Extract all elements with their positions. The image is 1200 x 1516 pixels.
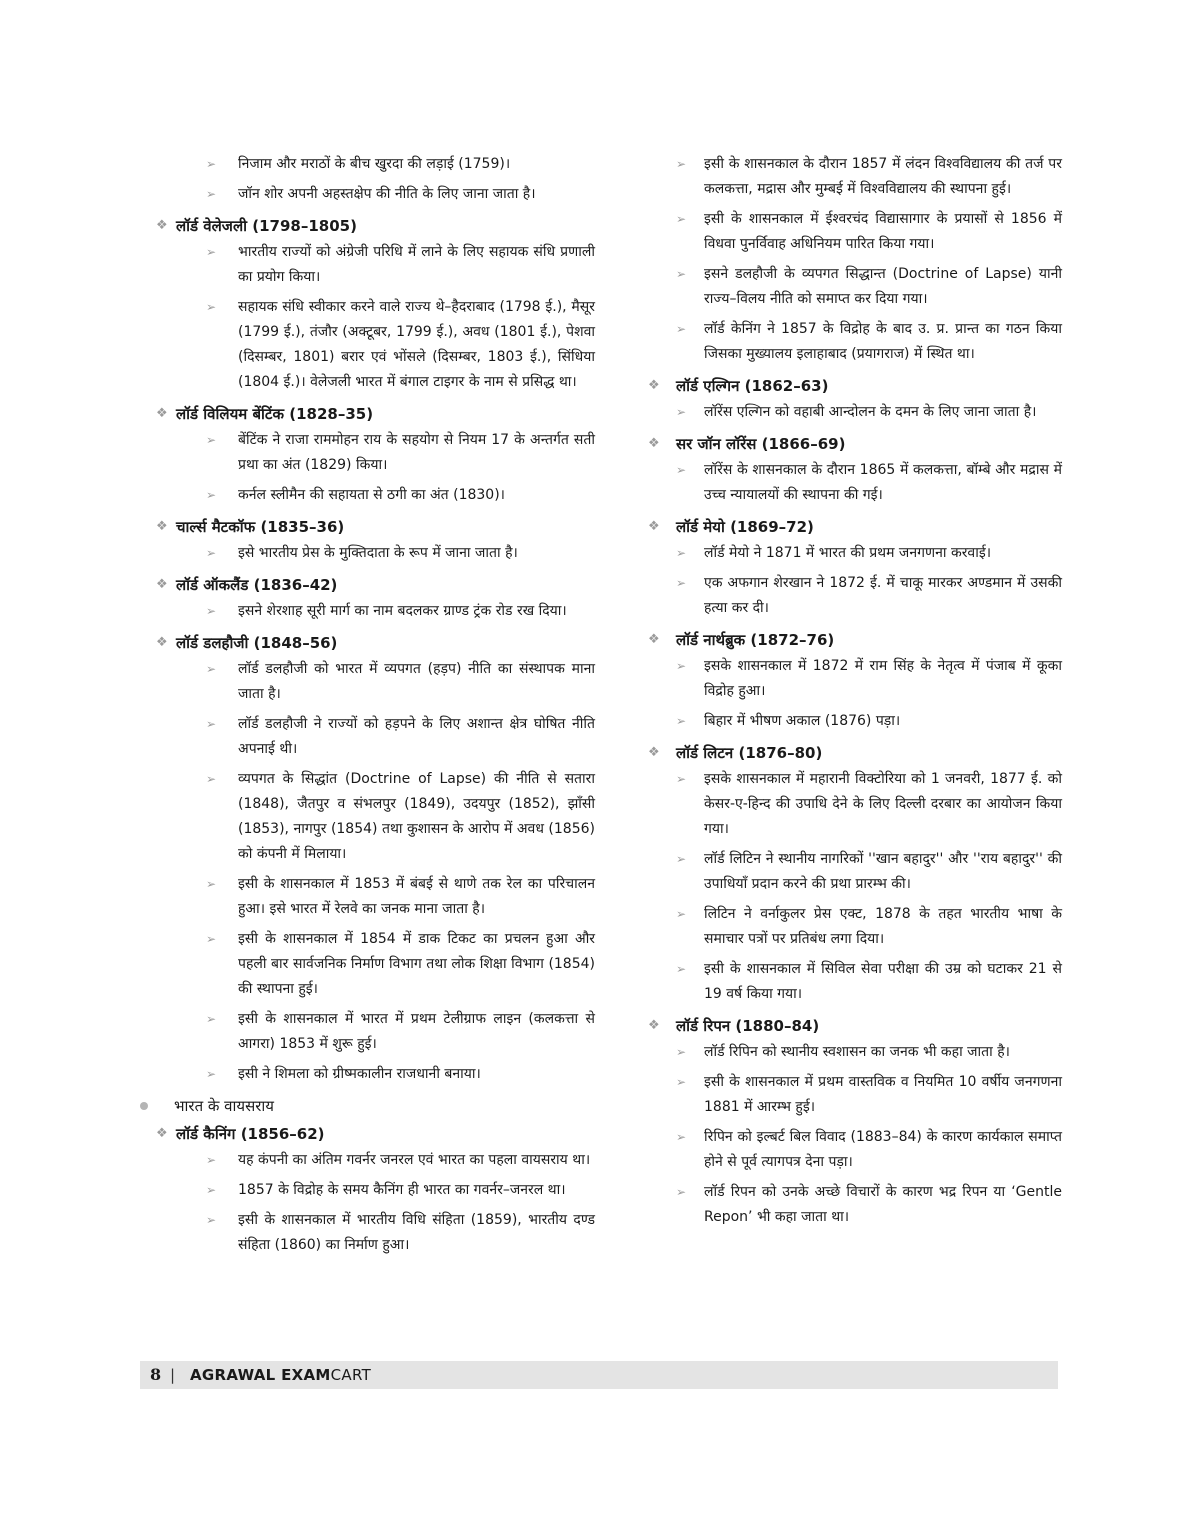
diamond-bullet-icon: ❖ [648,632,660,647]
bullet-item: ➢ इसी के शासनकाल के दौरान 1857 में लंदन विश्वविद्यालय की तर्ज पर कलकत्ता, मद्रास और मुम्बई में विश्वविद्यालय की स्थापना हुई। [642,152,1062,202]
arrow-bullet-icon: ➢ [206,932,217,946]
arrow-bullet-icon: ➢ [676,322,687,336]
section-title: ❖ सर जॉन लॉरेंस (1866–69) [642,430,1062,458]
bullet-item: ➢ निजाम और मराठों के बीच खुरदा की लड़ाई (1759)। [140,152,595,177]
bullet-item: ➢ व्यपगत के सिद्धांत (Doctrine of Lapse) की नीति से सतारा (1848), जैतपुर व संभलपुर (1849), उदयपुर (1852), झाँसी (1853), नागपुर (1854) तथा कुशासन के आरोप में अवध (1856) को कंपनी में मिलाया। [140,767,595,867]
arrow-bullet-icon: ➢ [206,187,217,201]
bullet-item: ➢ लिटिन ने वर्नाकुलर प्रेस एक्ट, 1878 के तहत भारतीय भाषा के समाचार पत्रों पर प्रतिबंध लगा दिया। [642,902,1062,952]
page-number: 8 [150,1365,162,1384]
arrow-bullet-icon: ➢ [206,488,217,502]
diamond-bullet-icon: ❖ [648,519,660,534]
arrow-bullet-icon: ➢ [676,852,687,866]
arrow-bullet-icon: ➢ [676,1075,687,1089]
section-title: ❖ लॉर्ड विलियम बेंटिंक (1828–35) [140,400,595,428]
left-column [140,152,595,1263]
arrow-bullet-icon: ➢ [206,1213,217,1227]
arrow-bullet-icon: ➢ [206,1183,217,1197]
bullet-item: ➢ इसी के शासनकाल में भारत में प्रथम टेलीग्राफ लाइन (कलकत्ता से आगरा) 1853 में शुरू हुई। [140,1007,595,1057]
bullet-item: ➢ इसी के शासनकाल में भारतीय विधि संहिता (1859), भारतीय दण्ड संहिता (1860) का निर्माण हुआ। [140,1208,595,1258]
arrow-bullet-icon: ➢ [676,1045,687,1059]
bullet-item: ➢ जॉन शोर अपनी अहस्तक्षेप की नीति के लिए जाना जाता है। [140,182,595,207]
bullet-item: ➢ एक अफगान शेरखान ने 1872 ई. में चाकू मारकर अण्डमान में उसकी हत्या कर दी। [642,571,1062,621]
diamond-bullet-icon: ❖ [156,218,168,233]
arrow-bullet-icon: ➢ [676,463,687,477]
arrow-bullet-icon: ➢ [206,717,217,731]
diamond-bullet-icon: ❖ [156,519,168,534]
arrow-bullet-icon: ➢ [206,604,217,618]
section-title: ❖ लॉर्ड एल्गिन (1862–63) [642,372,1062,400]
arrow-bullet-icon: ➢ [206,546,217,560]
bullet-item: ➢ इसके शासनकाल में 1872 में राम सिंह के नेतृत्व में पंजाब में कूका विद्रोह हुआ। [642,654,1062,704]
arrow-bullet-icon: ➢ [676,546,687,560]
arrow-bullet-icon: ➢ [676,772,687,786]
arrow-bullet-icon: ➢ [676,576,687,590]
bullet-item: ➢ बेंटिंक ने राजा राममोहन राय के सहयोग से नियम 17 के अन्तर्गत सती प्रथा का अंत (1829) किया। [140,428,595,478]
arrow-bullet-icon: ➢ [676,659,687,673]
arrow-bullet-icon: ➢ [676,157,687,171]
bullet-item: ➢ लॉरेंस एल्गिन को वहाबी आन्दोलन के दमन के लिए जाना जाता है। [642,400,1062,425]
bullet-item: ➢ कर्नल स्लीमैन की सहायता से ठगी का अंत (1830)। [140,483,595,508]
section-title: ❖ लॉर्ड वेलेजली (1798–1805) [140,212,595,240]
bullet-item: ➢ इसके शासनकाल में महारानी विक्टोरिया को 1 जनवरी, 1877 ई. को केसर-ए-हिन्द की उपाधि देने के लिए दिल्ली दरबार का आयोजन किया गया। [642,767,1062,842]
arrow-bullet-icon: ➢ [676,962,687,976]
arrow-bullet-icon: ➢ [206,877,217,891]
arrow-bullet-icon: ➢ [206,1153,217,1167]
diamond-bullet-icon: ❖ [156,635,168,650]
bullet-item: ➢ 1857 के विद्रोह के समय कैनिंग ही भारत का गवर्नर–जनरल था। [140,1178,595,1203]
bullet-item: ➢ लॉरेंस के शासनकाल के दौरान 1865 में कलकत्ता, बॉम्बे और मद्रास में उच्च न्यायालयों की स्थापना की गई। [642,458,1062,508]
bullet-item: ➢ इसी ने शिमला को ग्रीष्मकालीन राजधानी बनाया। [140,1062,595,1087]
arrow-bullet-icon: ➢ [676,1185,687,1199]
section-title: ❖ लॉर्ड लिटन (1876–80) [642,739,1062,767]
arrow-bullet-icon: ➢ [206,772,217,786]
bullet-item: ➢ इसे भारतीय प्रेस के मुक्तिदाता के रूप में जाना जाता है। [140,541,595,566]
arrow-bullet-icon: ➢ [676,405,687,419]
footer-separator: | [170,1366,176,1384]
diamond-bullet-icon: ❖ [648,1018,660,1033]
bullet-item: ➢ लॉर्ड मेयो ने 1871 में भारत की प्रथम जनगणना करवाई। [642,541,1062,566]
bullet-item: ➢ इसी के शासनकाल में 1853 में बंबई से थाणे तक रेल का परिचालन हुआ। इसे भारत में रेलवे का जनक माना जाता है। [140,872,595,922]
bullet-item: ➢ रिपिन को इल्बर्ट बिल विवाद (1883–84) के कारण कार्यकाल समाप्त होने से पूर्व त्यागपत्र देना पड़ा। [642,1125,1062,1175]
diamond-bullet-icon: ❖ [648,378,660,393]
bullet-item: ➢ लॉर्ड रिपन को उनके अच्छे विचारों के कारण भद्र रिपन या ‘Gentle Repon’ भी कहा जाता था। [642,1180,1062,1230]
bullet-item: ➢ लॉर्ड केनिंग ने 1857 के विद्रोह के बाद उ. प्र. प्रान्त का गठन किया जिसका मुख्यालय इलाहाबाद (प्रयागराज) में स्थित था। [642,317,1062,367]
arrow-bullet-icon: ➢ [206,1067,217,1081]
arrow-bullet-icon: ➢ [206,433,217,447]
arrow-bullet-icon: ➢ [676,1130,687,1144]
section-title: ❖ लॉर्ड डलहौजी (1848–56) [140,629,595,657]
arrow-bullet-icon: ➢ [676,714,687,728]
circle-bullet-icon [140,1102,148,1110]
bullet-item: ➢ लॉर्ड लिटिन ने स्थानीय नागरिकों ''खान बहादुर'' और ''राय बहादुर'' की उपाधियाँ प्रदान करने की प्रथा प्रारम्भ की। [642,847,1062,897]
page-footer [140,1361,1058,1389]
bullet-item: ➢ इसने शेरशाह सूरी मार्ग का नाम बदलकर ग्राण्ड ट्रंक रोड रख दिया। [140,599,595,624]
section-title: ❖ लॉर्ड कैनिंग (1856–62) [140,1120,595,1148]
arrow-bullet-icon: ➢ [206,300,217,314]
bullet-item: ➢ बिहार में भीषण अकाल (1876) पड़ा। [642,709,1062,734]
bullet-item: ➢ इसी के शासनकाल में 1854 में डाक टिकट का प्रचलन हुआ और पहली बार सार्वजनिक निर्माण विभाग तथा लोक शिक्षा विभाग (1854) की स्थापना हुई। [140,927,595,1002]
section-title: ❖ लॉर्ड ऑकलैंड (1836–42) [140,571,595,599]
bullet-item: ➢ इसने डलहौजी के व्यपगत सिद्धान्त (Doctrine of Lapse) यानी राज्य–विलय नीति को समाप्त कर दिया गया। [642,262,1062,312]
arrow-bullet-icon: ➢ [206,157,217,171]
diamond-bullet-icon: ❖ [648,436,660,451]
right-column [642,152,1062,1235]
brand-logo: AGRAWAL EXAMCART [190,1366,372,1384]
bullet-item: ➢ यह कंपनी का अंतिम गवर्नर जनरल एवं भारत का पहला वायसराय था। [140,1148,595,1173]
bullet-item: ➢ इसी के शासनकाल में ईश्वरचंद विद्यासागार के प्रयासों से 1856 में विधवा पुनर्विवाह अधिनियम पारित किया गया। [642,207,1062,257]
bullet-item: ➢ लॉर्ड डलहौजी को भारत में व्यपगत (हड़प) नीति का संस्थापक माना जाता है। [140,657,595,707]
diamond-bullet-icon: ❖ [648,745,660,760]
diamond-bullet-icon: ❖ [156,577,168,592]
arrow-bullet-icon: ➢ [206,1012,217,1026]
arrow-bullet-icon: ➢ [676,212,687,226]
section-title: ❖ लॉर्ड मेयो (1869–72) [642,513,1062,541]
section-title: ❖ लॉर्ड नार्थब्रुक (1872–76) [642,626,1062,654]
bullet-item: ➢ सहायक संधि स्वीकार करने वाले राज्य थे–हैदराबाद (1798 ई.), मैसूर (1799 ई.), तंजौर (अक्टूबर, 1799 ई.), अवध (1801 ई.), पेशवा (दिसम्बर, 1801) बरार एवं भोंसले (दिसम्बर, 1803 ई.), सिंधिया (1804 ई.)। वेलेजली भारत में बंगाल टाइगर के नाम से प्रसिद्ध था। [140,295,595,395]
bullet-item: ➢ इसी के शासनकाल में सिविल सेवा परीक्षा की उम्र को घटाकर 21 से 19 वर्ष किया गया। [642,957,1062,1007]
arrow-bullet-icon: ➢ [676,907,687,921]
bullet-item: ➢ इसी के शासनकाल में प्रथम वास्तविक व नियमित 10 वर्षीय जनगणना 1881 में आरम्भ हुई। [642,1070,1062,1120]
arrow-bullet-icon: ➢ [206,662,217,676]
diamond-bullet-icon: ❖ [156,1126,168,1141]
section-title: ❖ चार्ल्स मैटकॉफ (1835–36) [140,513,595,541]
bullet-item: ➢ लॉर्ड रिपिन को स्थानीय स्वशासन का जनक भी कहा जाता है। [642,1040,1062,1065]
arrow-bullet-icon: ➢ [206,245,217,259]
section-title: ❖ लॉर्ड रिपन (1880–84) [642,1012,1062,1040]
arrow-bullet-icon: ➢ [676,267,687,281]
bullet-item: ➢ भारतीय राज्यों को अंग्रेजी परिधि में लाने के लिए सहायक संधि प्रणाली का प्रयोग किया। [140,240,595,290]
diamond-bullet-icon: ❖ [156,406,168,421]
bullet-item: ➢ लॉर्ड डलहौजी ने राज्यों को हड़पने के लिए अशान्त क्षेत्र घोषित नीति अपनाई थी। [140,712,595,762]
main-heading: भारत के वायसराय [140,1092,595,1120]
